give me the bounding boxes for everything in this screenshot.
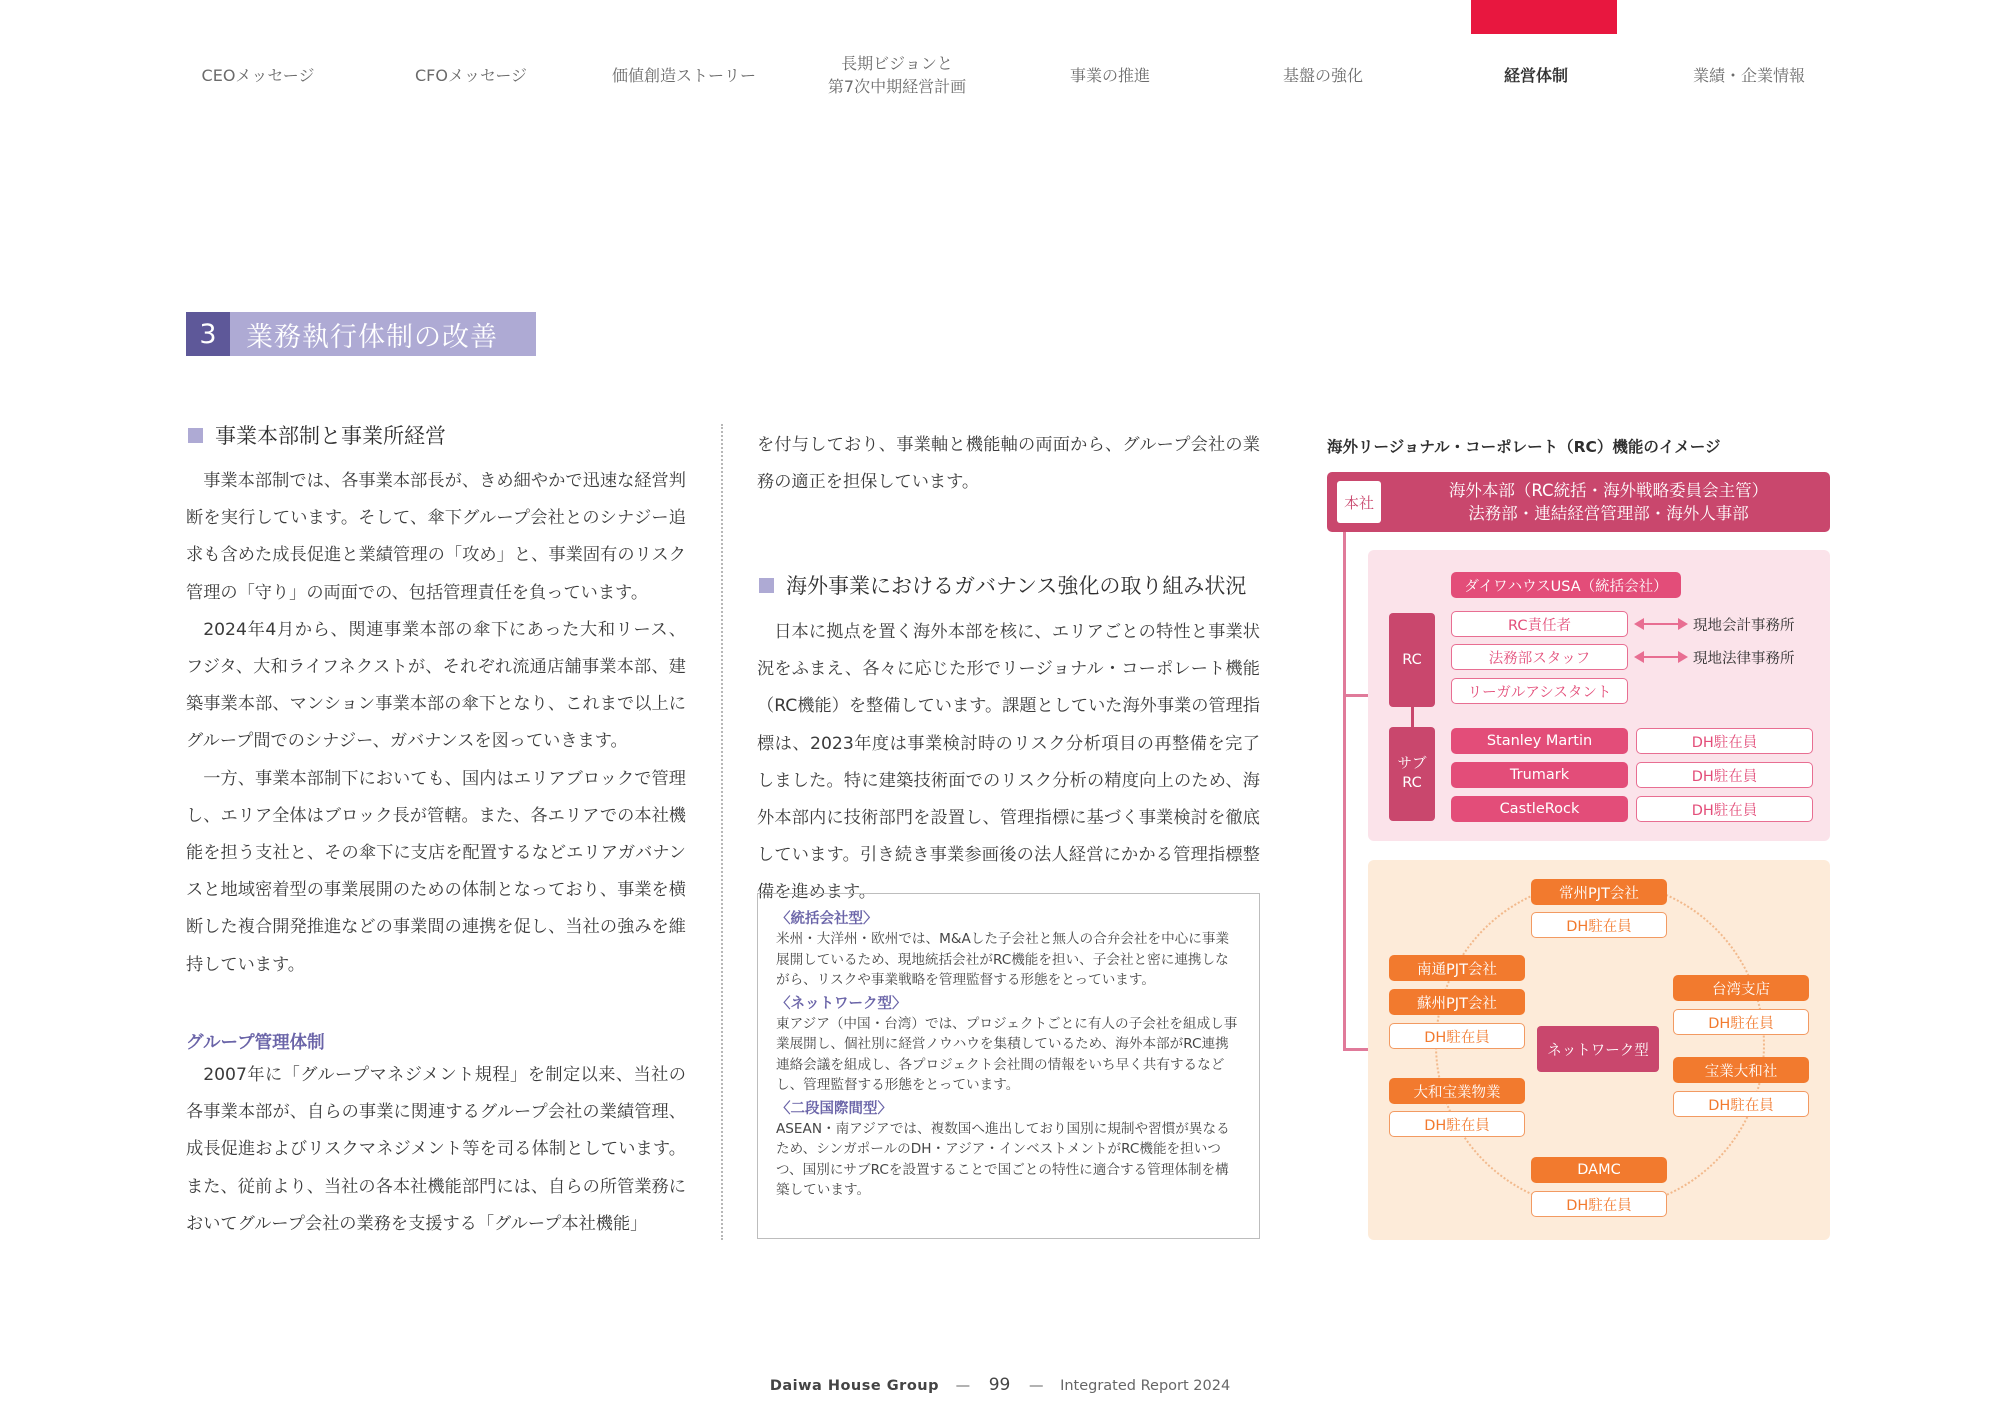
subsidiary-castlerock: CastleRock <box>1451 796 1628 822</box>
nav-value-creation-story[interactable]: 価値創造ストーリー <box>611 65 756 85</box>
rc-box: RC <box>1389 613 1435 707</box>
nav-long-term-vision[interactable]: 長期ビジョンと 第7次中期経営計画 <box>827 54 967 96</box>
subsidiary-trumark: Trumark <box>1451 762 1628 788</box>
paragraph: を付与しており、事業軸と機能軸の両面から、グループ会社の業務の適正を担保しています。 <box>757 435 1260 493</box>
daiwa-house-usa-box: ダイワハウスUSA（統括会社） <box>1451 572 1681 598</box>
connector-line <box>1343 1048 1368 1051</box>
page-footer <box>0 1375 2000 1395</box>
dh-staff-box: DH駐在員 <box>1531 912 1667 938</box>
nav-performance-info[interactable]: 業績・企業情報 <box>1692 65 1805 85</box>
nav-cfo-message[interactable]: CFOメッセージ <box>414 65 527 85</box>
double-arrow-icon <box>1636 623 1686 625</box>
damc-box: DAMC <box>1531 1157 1667 1183</box>
column-divider <box>721 424 723 1240</box>
local-accounting-firm-label: 現地会計事務所 <box>1693 618 1795 634</box>
connector-line <box>1411 707 1414 727</box>
dh-staff-box: DH駐在員 <box>1673 1091 1809 1117</box>
group-management-text <box>186 1057 686 1243</box>
rc-manager-box: RC責任者 <box>1451 611 1628 637</box>
group-management-heading: グループ管理体制 <box>186 1033 325 1053</box>
section-title: 業務執行体制の改善 <box>230 312 536 356</box>
sub-rc-box: サブ RC <box>1389 727 1435 821</box>
note-text: 東アジア（中国・台湾）では、プロジェクトごとに有人の子会社を組成し事業展開し、個社別に経営ノウハウを集積しているため、海外本部がRC連携連絡会議を組成し、各プロジェクト会社間の情報をいち早く共有するなどし、管理監督する形態をとっています。 <box>776 1015 1238 1093</box>
dh-staff-box: DH駐在員 <box>1389 1023 1525 1049</box>
paragraph: 一方、事業本部制下においても、国内はエリアブロックで管理し、エリア全体はブロック長が管轄。また、各エリアでの本社機能を担う支社と、その傘下に支店を配置するなどエリアガバナンスと地域密着型の事業展開のための体制となっており、事業を横断した複合開発推進などの事業間の連携を促し、当社の強みを維持しています。 <box>186 768 686 975</box>
footer-report-title: Integrated Report 2024 <box>1060 1378 1231 1394</box>
note-text: 米州・大洋州・欧州では、M&Aした子会社と無人の合弁会社を中心に事業展開しているため、現地統括会社がRC機能を担い、子会社と密に連携しながら、リスクや事業戦略を管理監督する形態をとっています。 <box>776 931 1230 988</box>
connector-line <box>1343 694 1368 697</box>
changzhou-pjt-box: 常州PJT会社 <box>1531 879 1667 905</box>
footer-dash: — <box>955 1378 971 1394</box>
baoye-daiwa-box: 宝業大和社 <box>1673 1057 1809 1083</box>
taiwan-branch-box: 台湾支店 <box>1673 975 1809 1001</box>
square-bullet-icon <box>759 578 774 593</box>
section-number: 3 <box>186 312 230 356</box>
paragraph: 2007年に「グループマネジメント規程」を制定以来、当社の各事業本部が、自らの事業に関連するグループ会社の業績管理、成長促進およびリスクマネジメント等を司る体制としています。また、従前より、当社の各本社機能部門には、自らの所管業務においてグループ会社の業務を支援する「グループ本社機能」 <box>186 1065 686 1234</box>
top-navigation <box>0 0 2000 110</box>
network-type-center-box: ネットワーク型 <box>1537 1026 1659 1072</box>
footer-brand: Daiwa House Group <box>769 1378 939 1394</box>
headquarters-text: 海外本部（RC統括・海外戦略委員会主管） 法務部・連結経営管理部・海外人事部 <box>1448 481 1769 523</box>
section-heading <box>186 312 536 356</box>
left-column-text <box>186 463 686 984</box>
daiwa-baoye-property-box: 大和宝業物業 <box>1389 1078 1525 1104</box>
double-arrow-icon <box>1636 656 1686 658</box>
overseas-governance-text <box>757 614 1260 912</box>
dh-staff-box: DH駐在員 <box>1636 728 1813 754</box>
left-subheading: 事業本部制と事業所経営 <box>188 420 446 450</box>
nantong-pjt-box: 南通PJT会社 <box>1389 955 1525 981</box>
dh-staff-box: DH駐在員 <box>1389 1111 1525 1137</box>
note-heading: 〈統括会社型〉 <box>776 911 878 927</box>
suzhou-pjt-box: 蘇州PJT会社 <box>1389 989 1525 1015</box>
footer-dash: — <box>1028 1378 1044 1394</box>
note-heading: 〈二段国際間型〉 <box>776 1100 892 1117</box>
dh-staff-box: DH駐在員 <box>1636 762 1813 788</box>
nav-business-promotion[interactable]: 事業の推進 <box>1069 65 1150 85</box>
nav-foundation[interactable]: 基盤の強化 <box>1282 65 1363 85</box>
note-text: ASEAN・南アジアでは、複数国へ進出しており国別に規制や習慣が異なるため、シンガポールのDH・アジア・インベストメントがRC機能を担いつつ、国別にサブRCを設置することで国ごとの特性に適合する管理体制を構築しています。 <box>776 1120 1230 1198</box>
legal-staff-box: 法務部スタッフ <box>1451 644 1628 670</box>
rc-type-note-box <box>757 893 1260 1239</box>
legal-assistant-box: リーガルアシスタント <box>1451 678 1628 704</box>
paragraph: 日本に拠点を置く海外本部を核に、エリアごとの特性と事業状況をふまえ、各々に応じた形でリージョナル・コーポレート機能（RC機能）を整備しています。課題としていた海外事業の管理指標は、2023年度は事業検討時のリスク分析項目の再整備を完了しました。特に建築技術面でのリスク分析の精度向上のため、海外本部内に技術部門を設置し、管理指標に基づく事業検討を徹底しています。引き続き事業参画後の法人経営にかかる管理指標整備を進めます。 <box>757 622 1260 903</box>
local-law-firm-label: 現地法律事務所 <box>1693 651 1795 667</box>
dh-staff-box: DH駐在員 <box>1673 1009 1809 1035</box>
nav-management-structure[interactable]: 経営体制 <box>1503 65 1568 85</box>
paragraph: 2024年4月から、関連事業本部の傘下にあった大和リース、フジタ、大和ライフネクストが、それぞれ流通店舗事業本部、建築事業本部、マンション事業本部の傘下となり、これまで以上にグループ間でのシナジー、ガバナンスを図っていきます。 <box>186 619 686 752</box>
nav-ceo-message[interactable]: CEOメッセージ <box>201 65 315 85</box>
overseas-governance-subheading: 海外事業におけるガバナンス強化の取り組み状況 <box>759 570 1246 600</box>
dh-staff-box: DH駐在員 <box>1531 1191 1667 1217</box>
connector-line <box>1343 532 1346 1050</box>
headquarters-tag: 本社 <box>1337 481 1381 523</box>
page-number: 99 <box>988 1375 1011 1395</box>
subsidiary-stanley-martin: Stanley Martin <box>1451 728 1628 754</box>
diagram-title: 海外リージョナル・コーポレート（RC）機能のイメージ <box>1327 438 1721 456</box>
middle-continuation-text <box>757 427 1260 501</box>
note-heading: 〈ネットワーク型〉 <box>776 995 907 1012</box>
headquarters-box <box>1327 472 1830 532</box>
paragraph: 事業本部制では、各事業本部長が、きめ細やかで迅速な経営判断を実行しています。そして、傘下グループ会社とのシナジー追求も含めた成長促進と業績管理の「攻め」と、事業固有のリスク管理の「守り」の両面での、包括管理責任を負っています。 <box>186 471 686 603</box>
square-bullet-icon <box>188 428 203 443</box>
dh-staff-box: DH駐在員 <box>1636 796 1813 822</box>
